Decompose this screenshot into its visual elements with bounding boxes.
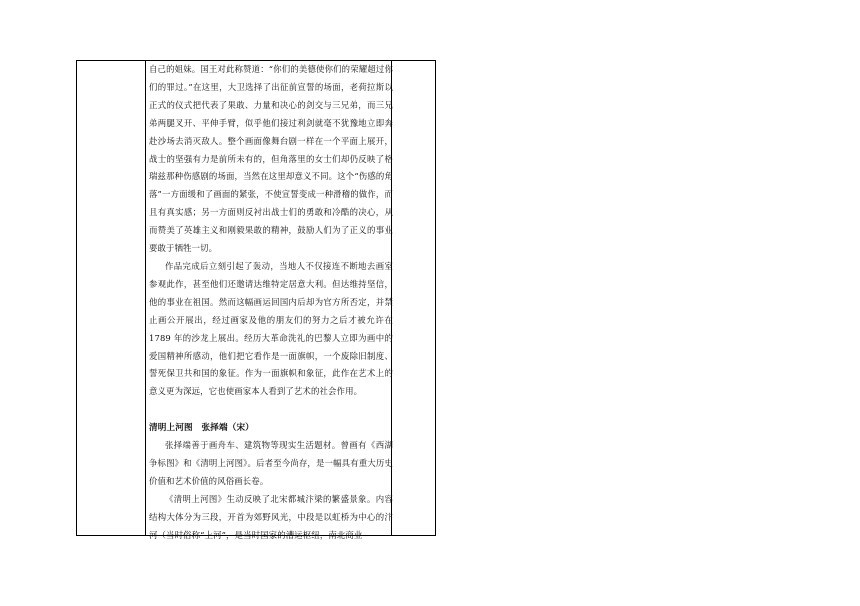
section-heading: 清明上河图 张择端（宋）	[149, 423, 254, 434]
column-divider-left	[145, 61, 146, 535]
body-paragraph: 《清明上河图》生动反映了北宋都城汴梁的繁盛景象。内容结构大体分为三段，开首为郊野风光，中段是以虹桥为中心的汴河（当时俗称“上河”，是当时国家的漕运枢纽，南北商业	[149, 493, 393, 540]
table	[76, 60, 436, 540]
table-cell-content	[149, 61, 393, 545]
blank-line	[149, 401, 393, 419]
body-paragraph: 张择端善于画舟车、建筑物等现实生活题材。曾画有《西湖争标图》和《清明上河图》。后者至今尚存，是一幅具有重大历史价值和艺术价值的风俗画长卷。	[149, 440, 393, 487]
body-paragraph: 自己的姐妹。国王对此称赞道：“你们的美德使你们的荣耀超过你们的罪过。”在这里，大卫选择了出征前宣誓的场面，老荷拉斯以正式的仪式把代表了果敢、力量和决心的剑交与三兄弟，而三兄弟两腿叉开、平伸手臂，似乎他们接过利剑就毫不犹豫地立即奔赴沙场去消灭敌人。整个画面像舞台剧一样在一个平面上展开，战士的坚强有力是前所未有的，但角落里的女士们却仍反映了格瑞兹那种伤感剧的场面，当然在这里却意义不同。这个“伤感的角落”一方面缓和了画面的紧张，不使宣誓变成一种滑稽的做作，而且有真实感；另一方面则反衬出战士们的勇敢和冷酷的决心，从而赞美了英雄主义和刚毅果敢的精神，鼓励人们为了正义的事业要敢于牺牲一切。	[149, 64, 393, 254]
body-paragraph: 作品完成后立刻引起了轰动，当地人不仅接连不断地去画室参观此作，甚至他们还邀请达维特定居意大利。但达维持坚信，他的事业在祖国。然而这幅画运回国内后却为官方所否定，并禁止画公开展出，经过画家及他的朋友们的努力之后才被允许在 1789 年的沙龙上展出。经历大革命洗礼的巴黎人立即为画中的爱国精神所感动，他们把它看作是一面旗帜，一个废除旧制度、誓死保卫共和国的象征。作为一面旗帜和象征，此作在艺术上的意义更为深远，它也使画家本人看到了艺术的社会作用。	[149, 260, 393, 397]
